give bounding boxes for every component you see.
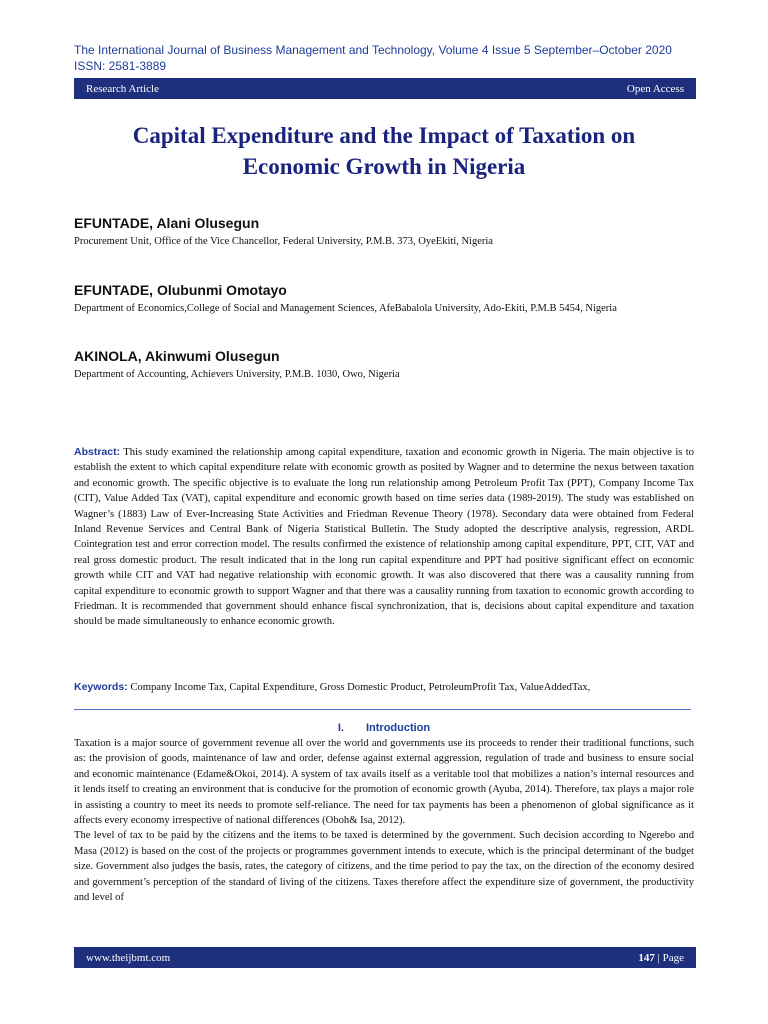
page-label: | Page — [654, 951, 684, 964]
author-affiliation-3: Department of Accounting, Achievers University, P.M.B. 1030, Owo, Nigeria — [74, 369, 400, 380]
author-name-1: EFUNTADE, Alani Olusegun — [74, 215, 260, 231]
paper-title — [74, 120, 694, 182]
article-type-label: Research Article — [86, 82, 159, 95]
journal-header — [74, 42, 694, 74]
body-text — [74, 736, 694, 905]
keywords-label: Keywords: — [74, 681, 128, 693]
keywords — [74, 680, 694, 695]
section-heading — [74, 722, 694, 734]
author-name-3: AKINOLA, Akinwumi Olusegun — [74, 348, 280, 364]
journal-issn: ISSN: 2581-3889 — [74, 59, 167, 73]
paper-title-line-2: Economic Growth in Nigeria — [242, 154, 526, 179]
page-footer — [74, 947, 696, 968]
paper-title-line-1: Capital Expenditure and the Impact of Taxation on — [132, 123, 636, 148]
abstract-label: Abstract: — [74, 446, 121, 458]
page-number: 147 — [638, 951, 655, 964]
page-indicator — [638, 952, 684, 964]
article-type-band — [74, 78, 696, 99]
section-divider — [74, 709, 691, 710]
section-title: Introduction — [365, 722, 431, 734]
journal-citation: The International Journal of Business Management and Technology, Volume 4 Issue 5 September–October 2020 — [74, 43, 672, 57]
abstract-text: This study examined the relationship among capital expenditure, taxation and economic growth in Nigeria. The main objective is to establish the extent to which capital expenditure relate with economic growth as posited by Wagner and to determine the nexus between taxation and economic growth. The specific objective is to evaluate the long run relationship among Petroleum Profit Tax (PPT), Company Income Tax (CIT), Value Added Tax (VAT), capital expenditure and economic growth based on time series data (1989-2019). The study was established on Wagner’s (1883) Law of Ever-Increasing State Activities and Friedman Revenue Theory (1978). Secondary data were obtained from Federal Inland Revenue Services and Central Bank of Nigeria Statistical Bulletin. The Study adopted the descriptive analysis, regression, ARDL Cointegration test and error correction model. The results confirmed the existence of relationship among capital expenditure, PPT, CIT, VAT and real gross domestic product. The result indicated that in the long run capital expenditure and PPT had positive significant effect on economic growth while CIT and VAT had negative relationship with economic growth. It was also discovered that there was a causality running from capital expenditure to economic growth to support Wagner and that there was a causality running from taxation to economic growth according to Friedman. It is recommended that government should enhance fiscal synchronization, that is, decisions about capital expenditure and taxation should be made simultaneously to enhance economic growth. — [74, 447, 694, 628]
access-type-label: Open Access — [626, 82, 684, 95]
paragraph: Taxation is a major source of government revenue all over the world and governments use its proceeds to render their traditional functions, such as: the provision of goods, maintenance of law and order, defense against external aggression, regulation of trade and business to ensure social and economic maintenance (Edame&Okoi, 2014). A system of tax avails itself as a veritable tool that mobilizes a nation’s internal resources and it lends itself to creating an environment that is conducive for the promotion of economic growth (Ayuba, 2014). Therefore, tax plays a major role in assisting a country to meet its needs to promote self-reliance. The need for tax payments has been a phenomenon of global significance as it affects every economy irrespective of national differences (Oboh& Isa, 2012). — [74, 738, 694, 827]
author-affiliation-1: Procurement Unit, Office of the Vice Chancellor, Federal University, P.M.B. 373, OyeEkiti, Nigeria — [74, 236, 493, 247]
paragraph: The level of tax to be paid by the citizens and the items to be taxed is determined by the government. Such decision according to Ngerebo and Masa (2012) is based on the cost of the projects or programmes government intends to execute, which is the principal determinant of the budget size. Government also judges the basis, rates, the category of citizens, and the time period to pay the tax, on the direction of the economy desired and government’s perception of the standard of living of the citizens. Taxes therefore affect the expenditure size of government, the productivity and level of — [74, 830, 694, 904]
author-affiliation-2: Department of Economics,College of Social and Management Sciences, AfeBabalola University, Ado-Ekiti, P.M.B 5454, Nigeria — [74, 303, 617, 314]
author-name-2: EFUNTADE, Olubunmi Omotayo — [74, 282, 287, 298]
section-number: I. — [337, 722, 344, 734]
keywords-text: Company Income Tax, Capital Expenditure, Gross Domestic Product, PetroleumProfit Tax, ValueAddedTax, — [130, 682, 591, 693]
abstract — [74, 445, 694, 630]
journal-website-link[interactable]: www.theijbmt.com — [86, 951, 171, 964]
